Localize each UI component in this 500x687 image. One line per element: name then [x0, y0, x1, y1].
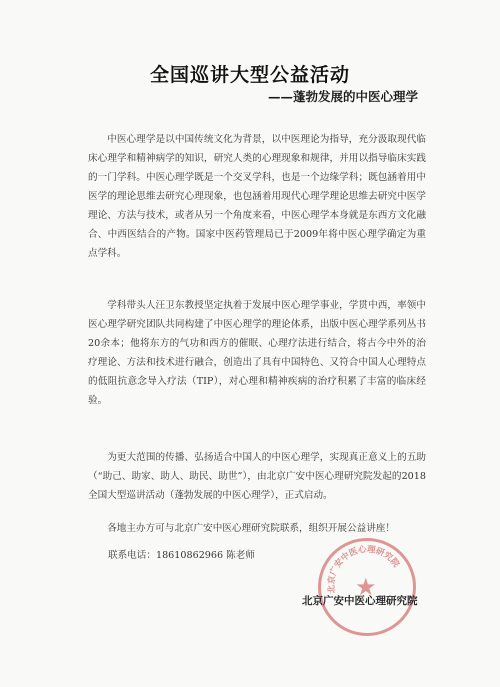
official-seal-stamp — [318, 538, 416, 636]
paragraph-launch: 为更大范围的传播、弘扬适合中国人的中医心理学，实现真正意义上的五助（“助己、助家、助人、助民、助世”），由北京广安中医心理研究院发起的2018全国大型巡讲活动（蓬勃发展的中医心理学），正式启动。 — [88, 452, 426, 501]
seal-star-icon: ★ — [355, 573, 377, 601]
document-subtitle: ——蓬勃发展的中医心理学 — [268, 89, 419, 104]
signature-organization: 北京广安中医心理研究院 — [302, 595, 418, 607]
paragraph-intro: 中医心理学是以中国传统文化为背景，以中医理论为指导，充分汲取现代临床心理学和精神病学的知识，研究人类的心理现象和规律，并用以指导临床实践的一门学科。中医心理学既是一个交叉学科，也是一个边缘学科；既包涵着用中医学的理论思维去研究心理现象，也包涵着用现代心理学理论思维去研究中医学理论、方法与技术，或者从另一个角度来看，中医心理学本身就是东西方文化融合、中西医结合的产物。国家中医药管理局已于2009年将中医心理学确定为重点学科。 — [88, 134, 426, 259]
paragraph-invitation: 各地主办方可与北京广安中医心理研究院联系，组织开展公益讲座！ — [107, 523, 395, 534]
svg-text:北京广安中医心理研究院: 北京广安中医心理研究院 — [326, 544, 401, 594]
paragraph-leader: 学科带头人汪卫东教授坚定执着于发展中医心理学事业，学贯中西，率领中医心理学研究团队共同构建了中医心理学的理论体系，出版中医心理学系列丛书20余本；他将东方的气功和西方的催眠、心理疗法进行结合，将古今中外的治疗理论、方法和技术进行融合，创造出了具有中国特色、又符合中国人心理特点的低阻抗意念导入疗法（TIP），对心理和精神疾病的治疗积累了丰富的临床经验。 — [88, 300, 426, 406]
contact-line: 联系电话：18610862966 陈老师 — [108, 550, 255, 561]
document-title: 全国巡讲大型公益活动 — [149, 64, 350, 86]
